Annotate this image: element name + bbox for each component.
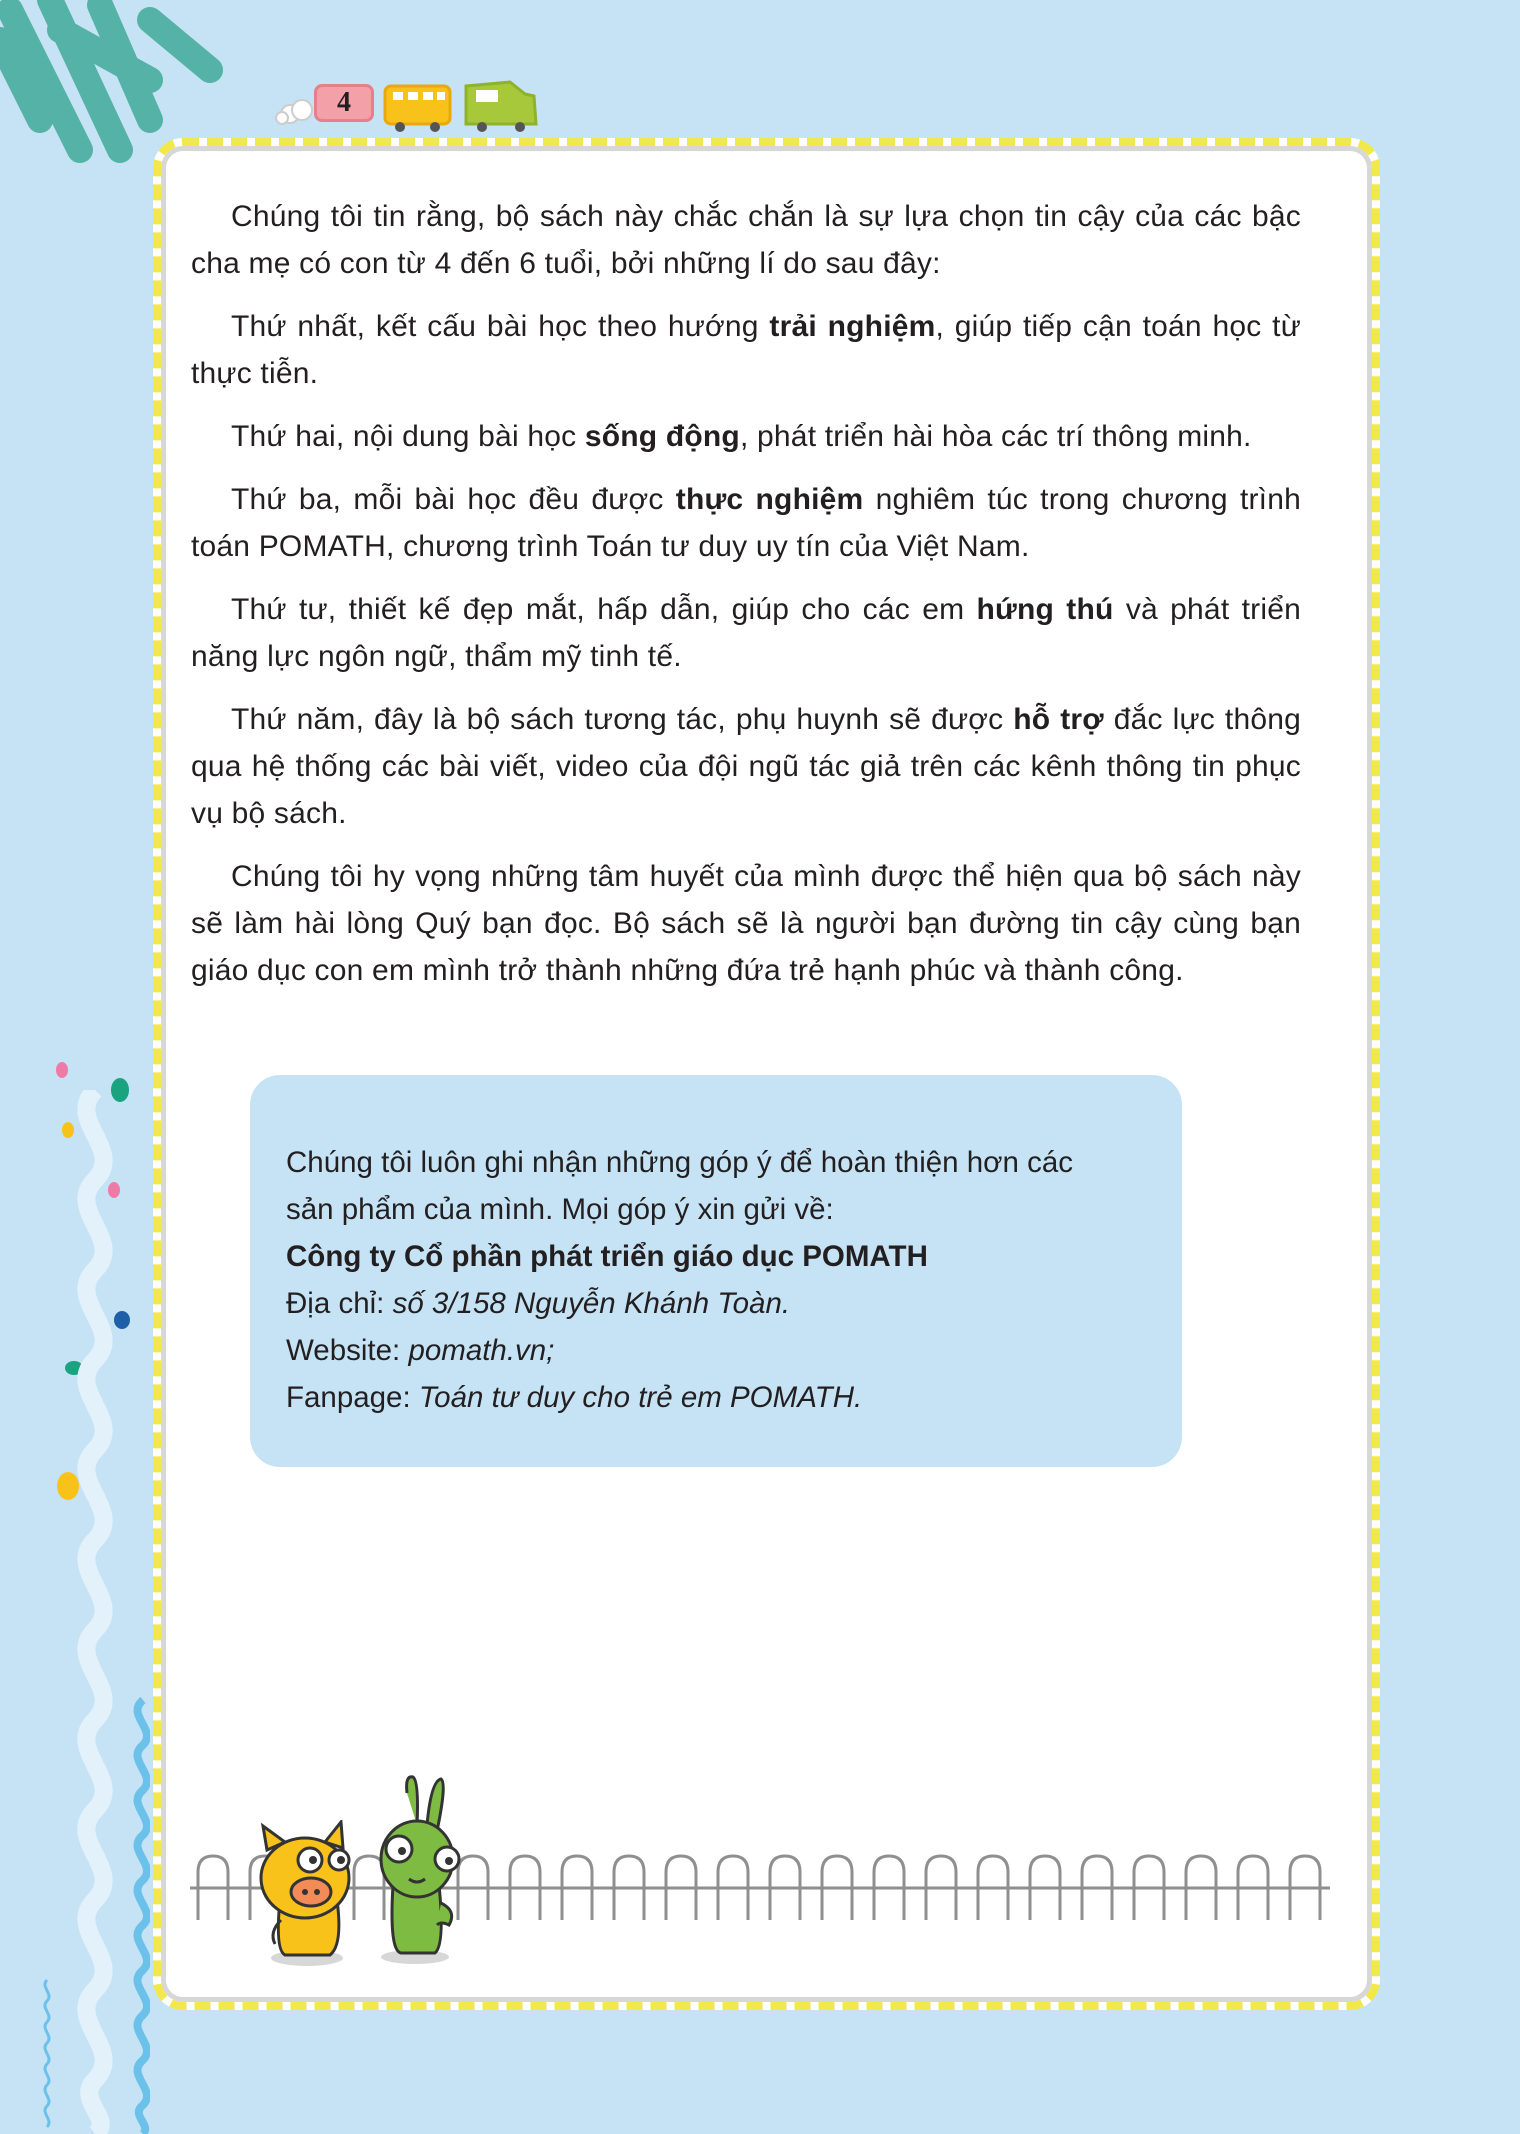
contact-line-1: Chúng tôi luôn ghi nhận những góp ý để hoàn thiện hơn các <box>286 1146 1074 1179</box>
website-link[interactable]: pomath.vn; <box>408 1334 555 1367</box>
reason-2: Thứ hai, nội dung bài học sống động, phát triển hài hòa các trí thông minh. <box>231 420 1252 453</box>
fanpage-line: Fanpage: Toán tư duy cho trẻ em POMATH. <box>286 1381 863 1414</box>
contact-line-2: sản phẩm của mình. Mọi góp ý xin gửi về: <box>286 1193 834 1226</box>
website-line: Website: pomath.vn; <box>286 1334 555 1367</box>
closing-paragraph: Chúng tôi hy vọng những tâm huyết của mình được thể hiện qua bộ sách này sẽ làm hài lòng Quý bạn đọc. Bộ sách sẽ là người bạn đường tin cậy cùng bạn giáo dục con em mình trở thành những đứa trẻ hạnh phúc và thành công. <box>191 860 1301 987</box>
page-number: 4 <box>314 84 374 122</box>
pig-character <box>255 1820 365 1970</box>
reason-3: Thứ ba, mỗi bài học đều được thực nghiệm nghiêm túc trong chương trình toán POMATH, chương trình Toán tư duy uy tín của Việt Nam. <box>191 483 1301 563</box>
rabbit-character <box>365 1775 475 1965</box>
intro-text <box>191 193 1301 1010</box>
intro-paragraph: Chúng tôi tin rằng, bộ sách này chắc chắn là sự lựa chọn tin cậy của các bậc cha mẹ có con từ 4 đến 6 tuổi, bởi những lí do sau đây: <box>191 200 1301 280</box>
train-icon <box>270 74 545 134</box>
reason-5: Thứ năm, đây là bộ sách tương tác, phụ huynh sẽ được hỗ trợ đắc lực thông qua hệ thống các bài viết, video của đội ngũ tác giả trên các kênh thông tin phục vụ bộ sách. <box>191 703 1301 830</box>
wavy-line-decoration <box>40 1090 150 2134</box>
company-name: Công ty Cổ phần phát triển giáo dục POMATH <box>286 1240 928 1273</box>
contact-box <box>250 1075 1182 1467</box>
reason-4: Thứ tư, thiết kế đẹp mắt, hấp dẫn, giúp cho các em hứng thú và phát triển năng lực ngôn ngữ, thẩm mỹ tinh tế. <box>191 593 1301 673</box>
address-line: Địa chỉ: số 3/158 Nguyễn Khánh Toàn. <box>286 1287 791 1320</box>
reason-1: Thứ nhất, kết cấu bài học theo hướng trải nghiệm, giúp tiếp cận toán học từ thực tiễn. <box>191 310 1301 390</box>
